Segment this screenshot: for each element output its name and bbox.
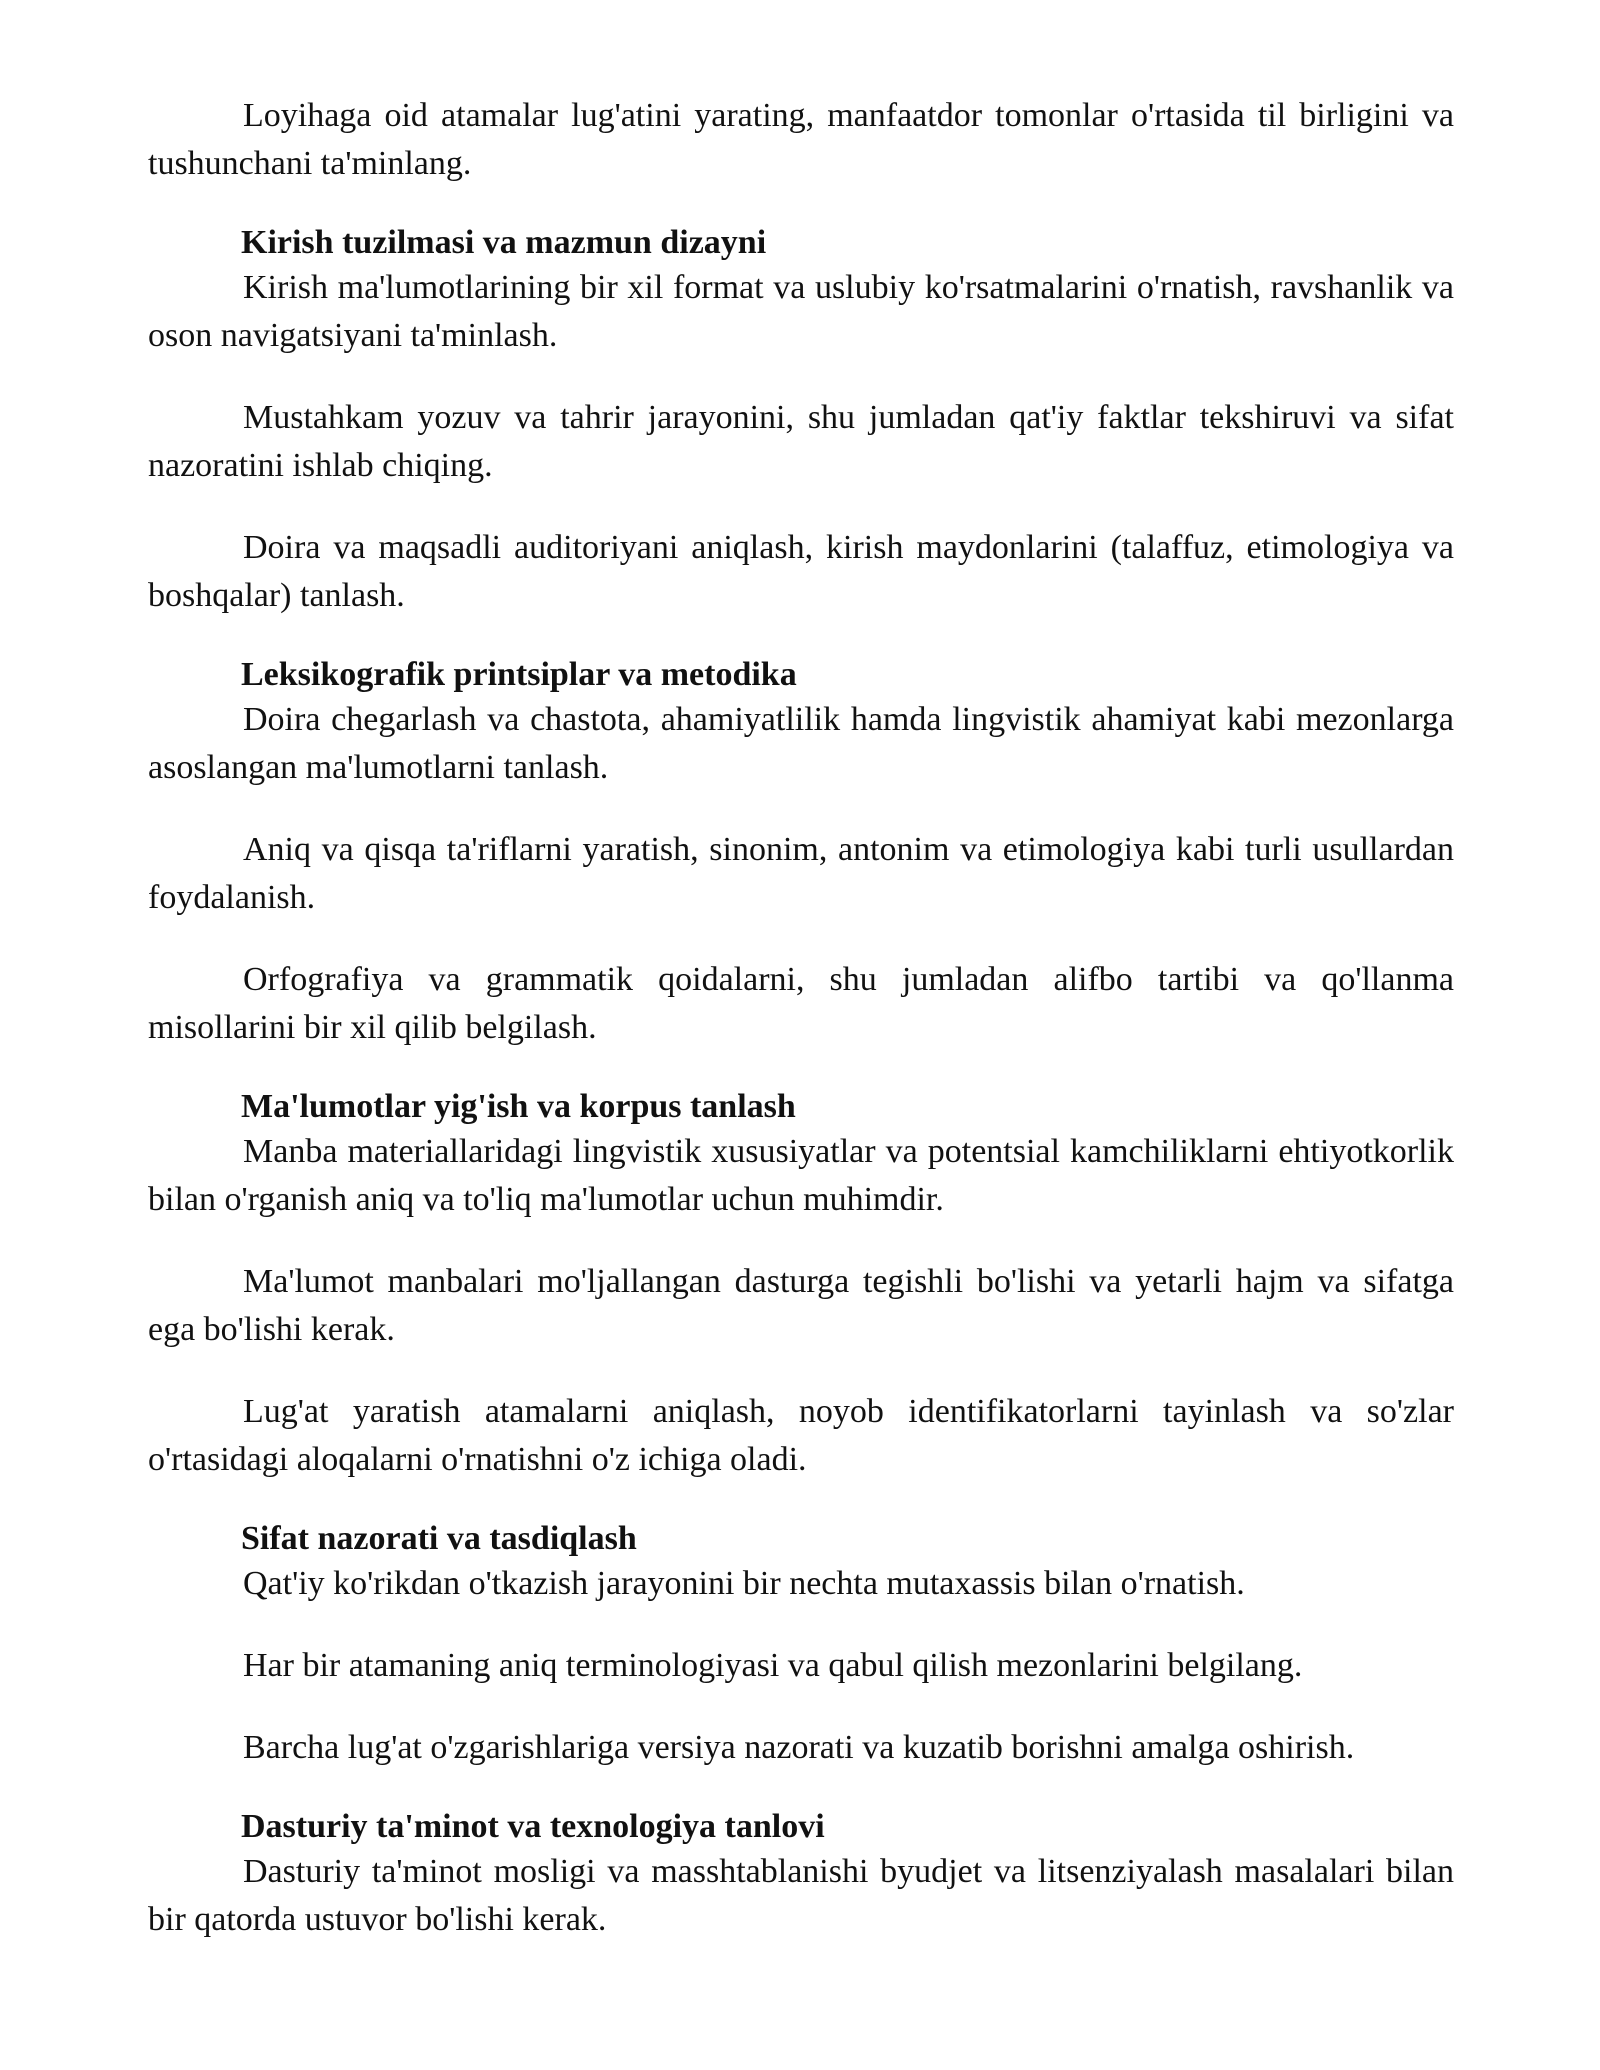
paragraph: Har bir atamaning aniq terminologiyasi va qabul qilish mezonlarini belgilang.: [243, 1647, 1303, 1684]
paragraph: Barcha lug'at o'zgarishlariga versiya nazorati va kuzatib borishni amalga oshirish.: [243, 1729, 1355, 1766]
section-heading-data-collection: Ma'lumotlar yig'ish va korpus tanlash: [241, 1088, 796, 1125]
section-heading-software-selection: Dasturiy ta'minot va texnologiya tanlovi: [241, 1808, 825, 1845]
paragraph: Aniq va qisqa ta'riflarni yaratish, sinonim, antonim va etimologiya kabi turli usullardan foydalanish.: [148, 831, 1454, 916]
paragraph: Lug'at yaratish atamalarni aniqlash, noyob identifikatorlarni tayinlash va so'zlar o'rtasidagi aloqalarni o'rnatishni o'z ichiga oladi.: [148, 1393, 1454, 1478]
document-page: [148, 92, 1454, 1944]
intro-paragraph: Loyihaga oid atamalar lug'atini yarating, manfaatdor tomonlar o'rtasida til birligini va tushunchani ta'minlang.: [148, 97, 1454, 182]
section-heading-quality-control: Sifat nazorati va tasdiqlash: [241, 1520, 637, 1557]
paragraph: Doira chegarlash va chastota, ahamiyatlilik hamda lingvistik ahamiyat kabi mezonlarga asoslangan ma'lumotlarni tanlash.: [148, 701, 1454, 786]
paragraph: Kirish ma'lumotlarining bir xil format va uslubiy ko'rsatmalarini o'rnatish, ravshanlik va oson navigatsiyani ta'minlash.: [148, 269, 1454, 354]
paragraph: Doira va maqsadli auditoriyani aniqlash, kirish maydonlarini (talaffuz, etimologiya va boshqalar) tanlash.: [148, 529, 1454, 614]
paragraph: Dasturiy ta'minot mosligi va masshtablanishi byudjet va litsenziyalash masalalari bilan bir qatorda ustuvor bo'lishi kerak.: [148, 1853, 1454, 1938]
section-heading-lexicographic-principles: Leksikografik printsiplar va metodika: [241, 656, 797, 693]
section-heading-entry-structure: Kirish tuzilmasi va mazmun dizayni: [241, 224, 767, 261]
paragraph: Manba materiallaridagi lingvistik xususiyatlar va potentsial kamchiliklarni ehtiyotkorlik bilan o'rganish aniq va to'liq ma'lumotlar uchun muhimdir.: [148, 1133, 1454, 1218]
paragraph: Qat'iy ko'rikdan o'tkazish jarayonini bir nechta mutaxassis bilan o'rnatish.: [243, 1565, 1245, 1602]
paragraph: Orfografiya va grammatik qoidalarni, shu jumladan alifbo tartibi va qo'llanma misollarini bir xil qilib belgilash.: [148, 961, 1454, 1046]
paragraph: Mustahkam yozuv va tahrir jarayonini, shu jumladan qat'iy faktlar tekshiruvi va sifat nazoratini ishlab chiqing.: [148, 399, 1454, 484]
paragraph: Ma'lumot manbalari mo'ljallangan dasturga tegishli bo'lishi va yetarli hajm va sifatga ega bo'lishi kerak.: [148, 1263, 1454, 1348]
